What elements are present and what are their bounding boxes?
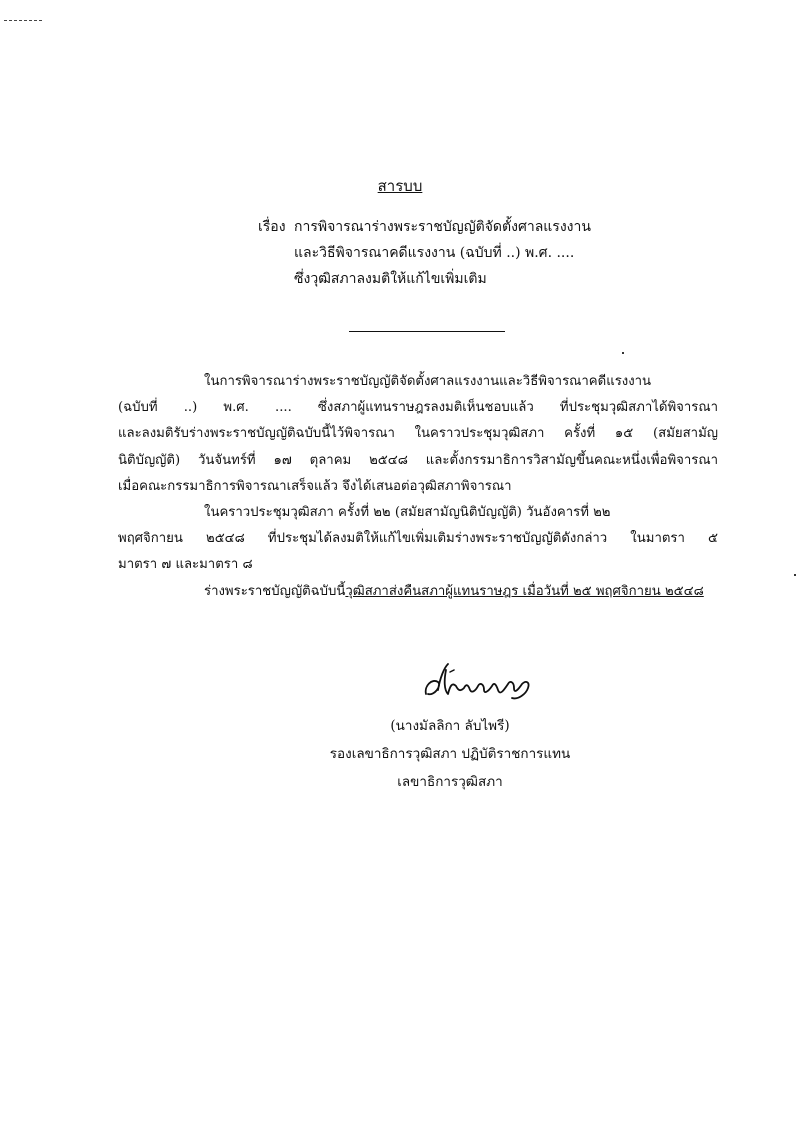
subject-label: เรื่อง xyxy=(258,219,286,235)
scan-artifact xyxy=(4,20,42,21)
scan-speck xyxy=(622,352,624,354)
signer-office: เลขาธิการวุฒิสภา xyxy=(397,774,503,790)
divider-line xyxy=(349,331,505,332)
document-title: สารบบ xyxy=(377,177,423,195)
note-prefix: ร่างพระราชบัญญัติฉบับนี้ xyxy=(204,583,346,599)
paragraph-line: นิติบัญญัติ) วันจันทร์ที่ ๑๗ ตุลาคม ๒๕๔๘ และตั้งกรรมาธิการวิสามัญขึ้นคณะหนึ่งเพื่อพิจารณา xyxy=(118,452,718,468)
note-underlined: วุฒิสภาส่งคืนสภาผู้แทนราษฎร เมื่อวันที่ ๒๕ พฤศจิกายน ๒๕๔๘ xyxy=(345,583,704,599)
transmission-note xyxy=(118,579,718,605)
handwritten-signature xyxy=(422,660,542,704)
subject-line: ซึ่งวุฒิสภาลงมติให้แก้ไขเพิ่มเติม xyxy=(294,271,487,287)
paragraph-line: ในการพิจารณาร่างพระราชบัญญัติจัดตั้งศาลแรงงานและวิธีพิจารณาคดีแรงงาน xyxy=(204,374,652,389)
document-body xyxy=(118,369,718,605)
paragraph-line: (ฉบับที่ ..) พ.ศ. .... ซึ่งสภาผู้แทนราษฎรลงมติเห็นชอบแล้ว ที่ประชุมวุฒิสภาได้พิจารณา xyxy=(118,400,718,416)
paragraph-line: มาตรา ๗ และมาตรา ๘ xyxy=(118,557,253,573)
signer-position: รองเลขาธิการวุฒิสภา ปฏิบัติราชการแทน xyxy=(329,746,571,762)
paragraph-line: เมื่อคณะกรรมาธิการพิจารณาเสร็จแล้ว จึงได้เสนอต่อวุฒิสภาพิจารณา xyxy=(118,478,512,494)
subject-block xyxy=(258,214,591,292)
subject-line: และวิธีพิจารณาคดีแรงงาน (ฉบับที่ ..) พ.ศ. .... xyxy=(294,245,575,261)
subject-line: การพิจารณาร่างพระราชบัญญัติจัดตั้งศาลแรงงาน xyxy=(294,219,591,235)
paragraph-line: พฤศจิกายน ๒๕๔๘ ที่ประชุมได้ลงมติให้แก้ไขเพิ่มเติมร่างพระราชบัญญัติดังกล่าว ในมาตรา ๕ xyxy=(118,531,718,547)
scan-speck xyxy=(794,574,796,576)
signer-name: (นางมัลลิกา ลับไพรี) xyxy=(390,718,510,734)
paragraph-line: ในคราวประชุมวุฒิสภา ครั้งที่ ๒๒ (สมัยสามัญนิติบัญญัติ) วันอังคารที่ ๒๒ xyxy=(204,504,611,520)
signer-block xyxy=(300,712,600,796)
paragraph-line: และลงมติรับร่างพระราชบัญญัติฉบับนี้ไว้พิจารณา ในคราวประชุมวุฒิสภา ครั้งที่ ๑๕ (สมัยสามัญ xyxy=(118,426,718,442)
